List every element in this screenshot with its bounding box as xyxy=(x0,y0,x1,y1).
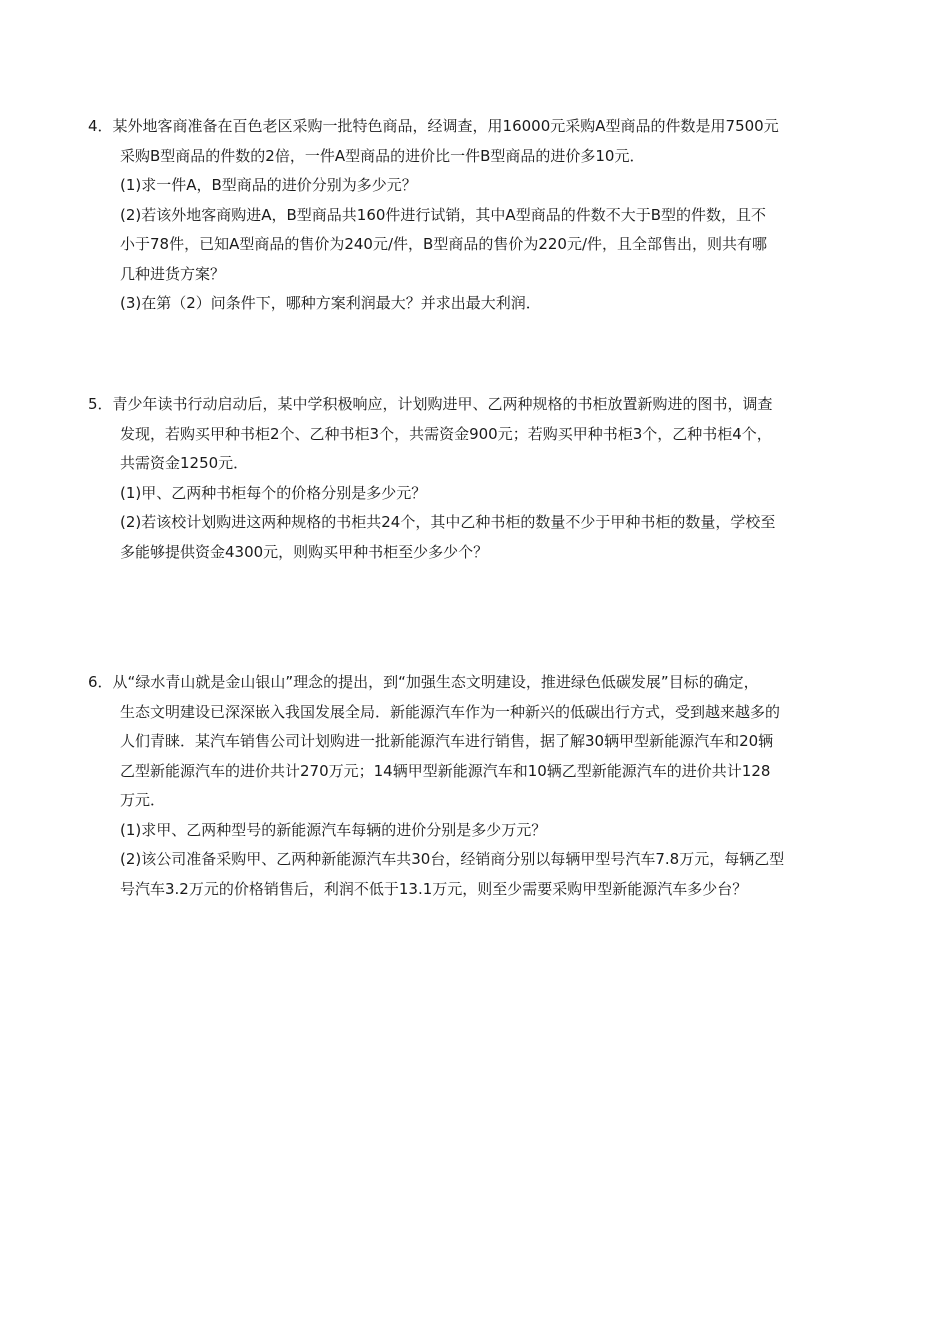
problem-line: 乙型新能源汽车的进价共计270万元；14辆甲型新能源汽车和10辆乙型新能源汽车的进价共计128 xyxy=(120,761,771,780)
problem-line: 小于78件，已知A型商品的售价为240元/件，B型商品的售价为220元/件，且全部售出，则共有哪 xyxy=(120,235,768,253)
problem-line: (1)求一件A，B型商品的进价分别为多少元？ xyxy=(120,176,417,194)
problem-line: (2)该公司准备采购甲、乙两种新能源汽车共30台，经销商分别以每辆甲型号汽车7.8万元，每辆乙型 xyxy=(120,850,785,868)
problem-line: 共需资金1250元． xyxy=(120,454,249,472)
problem-4 xyxy=(88,112,868,319)
problem-number: 6． xyxy=(88,673,113,691)
problem-5 xyxy=(88,390,868,567)
problem-line: (3)在第（2）问条件下，哪种方案利润最大？并求出最大利润． xyxy=(120,294,541,312)
problem-number: 5． xyxy=(88,395,113,413)
problem-line: 采购B型商品的件数的2倍，一件A型商品的进价比一件B型商品的进价多10元． xyxy=(120,146,645,165)
problem-line: 人们青睐．某汽车销售公司计划购进一批新能源汽车进行销售，据了解30辆甲型新能源汽车和20辆 xyxy=(120,732,774,750)
problem-line: (2)若该外地客商购进A，B型商品共160件进行试销，其中A型商品的件数不大于B型的件数，且不 xyxy=(120,205,766,224)
problem-6 xyxy=(88,668,868,904)
problem-line: 生态文明建设已深深嵌入我国发展全局．新能源汽车作为一种新兴的低碳出行方式，受到越来越多的 xyxy=(120,702,781,721)
problem-line: 4．某外地客商准备在百色老区采购一批特色商品，经调查，用16000元采购A型商品的件数是用7500元 xyxy=(88,117,779,135)
problem-line: 万元． xyxy=(120,791,166,809)
problem-line: 多能够提供资金4300元，则购买甲种书柜至少多少个？ xyxy=(120,542,489,561)
problem-line: (2)若该校计划购进这两种规格的书柜共24个，其中乙种书柜的数量不少于甲种书柜的数量，学校至 xyxy=(120,513,776,531)
problem-number: 4． xyxy=(88,117,113,135)
problem-line: 5．青少年读书行动启动后，某中学积极响应，计划购进甲、乙两种规格的书柜放置新购进的图书，调查 xyxy=(88,395,773,413)
problem-line: (1)求甲、乙两种型号的新能源汽车每辆的进价分别是多少万元？ xyxy=(120,820,547,839)
problem-line: 发现，若购买甲种书柜2个、乙种书柜3个，共需资金900元；若购买甲种书柜3个，乙种书柜4个， xyxy=(120,424,772,443)
problem-line: 6．从“绿水青山就是金山银山”理念的提出，到“加强生态文明建设，推进绿色低碳发展”目标的确定， xyxy=(88,673,759,691)
problem-line: 几种进货方案？ xyxy=(120,264,226,283)
problem-line: 号汽车3.2万元的价格销售后，利润不低于13.1万元，则至少需要采购甲型新能源汽车多少台？ xyxy=(120,879,748,898)
problem-line: (1)甲、乙两种书柜每个的价格分别是多少元？ xyxy=(120,483,427,502)
